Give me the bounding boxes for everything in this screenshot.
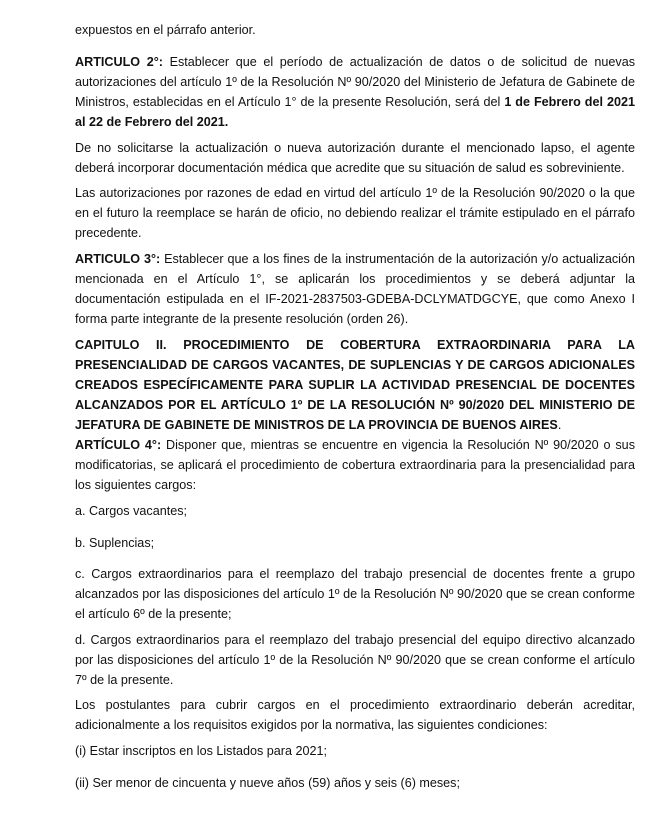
- paragraph-autorizaciones-edad: Las autorizaciones por razones de edad en virtud del artículo 1º de la Resolución 90/2020 o la que en el futuro la reemplace se harán de oficio, no debiendo realizar el trámite estipulado en el párrafo precedente.: [75, 186, 635, 240]
- condition-i: (i) Estar inscriptos en los Listados para 2021;: [75, 744, 327, 758]
- article-3: [75, 249, 635, 329]
- condition-ii: (ii) Ser menor de cincuenta y nueve años (59) años y seis (6) meses;: [75, 776, 460, 790]
- chapter-2-title: CAPITULO II. PROCEDIMIENTO DE COBERTURA EXTRAORDINARIA PARA LA PRESENCIALIDAD DE CARGOS VACANTES, DE SUPLENCIAS Y DE CARGOS ADICIONALES CREADOS ESPECÍFICAMENTE PARA SUPLIR LA ACTIVIDAD PRESENCIAL DE DOCENTES ALCANZADOS POR EL ARTÍCULO 1º DE LA RESOLUCIÓN Nº 90/2020 DEL MINISTERIO DE JEFATURA DE GABINETE DE MINISTROS DE LA PROVINCIA DE BUENOS AIRES: [75, 338, 635, 432]
- article-3-text: Establecer que a los fines de la instrumentación de la autorización y/o actualización mencionada en el Artículo 1°, se aplicarán los procedimientos y se deberá adjuntar la documentación estipulada en el IF-2021-2837503-GDEBA-DCLYMATDGCYE, que como Anexo I forma parte integrante de la presente resolución (orden 26).: [75, 252, 635, 326]
- article-4-text: Disponer que, mientras se encuentre en vigencia la Resolución Nº 90/2020 o sus modificatorias, se aplicará el procedimiento de cobertura extraordinaria para la presencialidad para los siguientes cargos:: [75, 438, 635, 492]
- paragraph-postulantes: Los postulantes para cubrir cargos en el procedimiento extraordinario deberán acreditar, adicionalmente a los requisitos exigidos por la normativa, las siguientes condiciones:: [75, 698, 635, 732]
- chapter-2-heading: [75, 335, 635, 435]
- chapter-2-period: .: [557, 418, 562, 432]
- article-4-label: ARTÍCULO 4°:: [75, 438, 162, 452]
- article-2: [75, 52, 635, 132]
- article-3-label: ARTICULO 3°:: [75, 252, 161, 266]
- list-item-b: b. Suplencias;: [75, 536, 155, 550]
- article-2-dates: 1 de Febrero del 2021 al 22 de Febrero del 2021.: [75, 95, 635, 129]
- paragraph-no-solicitarse: De no solicitarse la actualización o nueva autorización durante el mencionado lapso, el agente deberá incorporar documentación médica que acredite que su situación de salud es sobreviniente.: [75, 141, 635, 175]
- list-item-c: c. Cargos extraordinarios para el reemplazo del trabajo presencial de docentes frente a grupo alcanzados por las disposiciones del artículo 1º de la Resolución Nº 90/2020 que se crean conforme el artículo 6º de la presente;: [75, 567, 635, 621]
- article-2-label: ARTICULO 2°:: [75, 55, 163, 69]
- paragraph-continuation: expuestos en el párrafo anterior.: [75, 23, 256, 37]
- article-4: [75, 435, 635, 495]
- list-item-d: d. Cargos extraordinarios para el reemplazo del trabajo presencial del equipo directivo alcanzado por las disposiciones del artículo 1º de la Resolución Nº 90/2020 que se crean conforme el artículo 7º de la presente.: [75, 633, 635, 687]
- list-item-a: a. Cargos vacantes;: [75, 504, 188, 518]
- article-2-text: Establecer que el período de actualización de datos o de solicitud de nuevas autorizaciones del artículo 1º de la Resolución Nº 90/2020 del Ministerio de Jefatura de Gabinete de Ministros, establecidas en el Artículo 1° de la presente Resolución, será del: [75, 55, 635, 109]
